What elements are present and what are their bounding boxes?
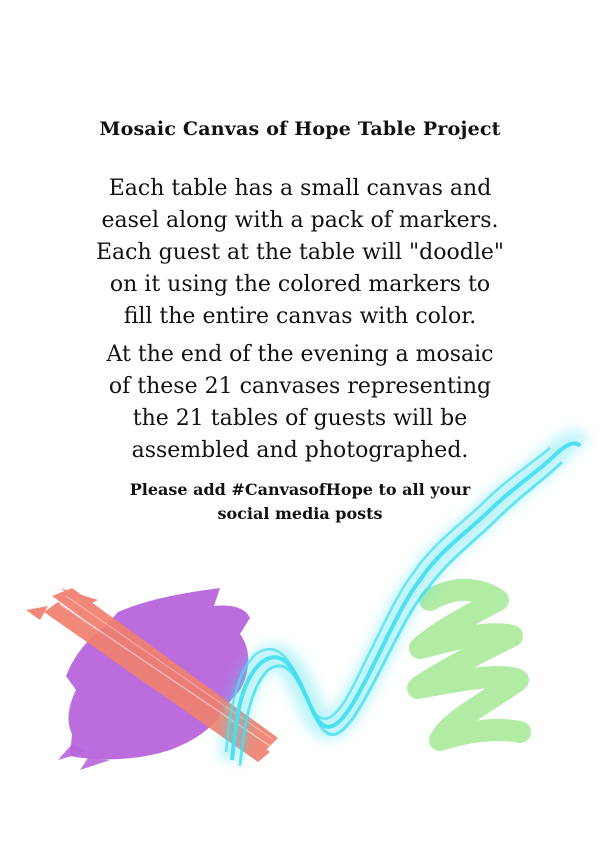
paragraph-line: At the end of the evening a mosaic: [106, 342, 494, 367]
green-zigzag-stroke: [418, 590, 520, 740]
paragraph-line: of these 21 canvases representing: [108, 374, 492, 399]
paragraph-line: Each table has a small canvas and: [108, 176, 492, 201]
paragraph-line: easel along with a pack of markers.: [101, 208, 499, 233]
paragraph-line: the 21 tables of guests will be: [132, 406, 468, 431]
paragraph-line: fill the entire canvas with color.: [123, 304, 477, 329]
note-line: social media posts: [217, 504, 383, 523]
page-title: Mosaic Canvas of Hope Table Project: [99, 118, 501, 140]
cyan-wave-stroke: [226, 443, 580, 766]
note-line: Please add #CanvasofHope to all your: [129, 480, 471, 499]
paragraph-line: Each guest at the table will "doodle": [96, 240, 504, 265]
paragraph-line: assembled and photographed.: [131, 438, 469, 463]
paragraph-line: on it using the colored markers to: [109, 272, 491, 297]
